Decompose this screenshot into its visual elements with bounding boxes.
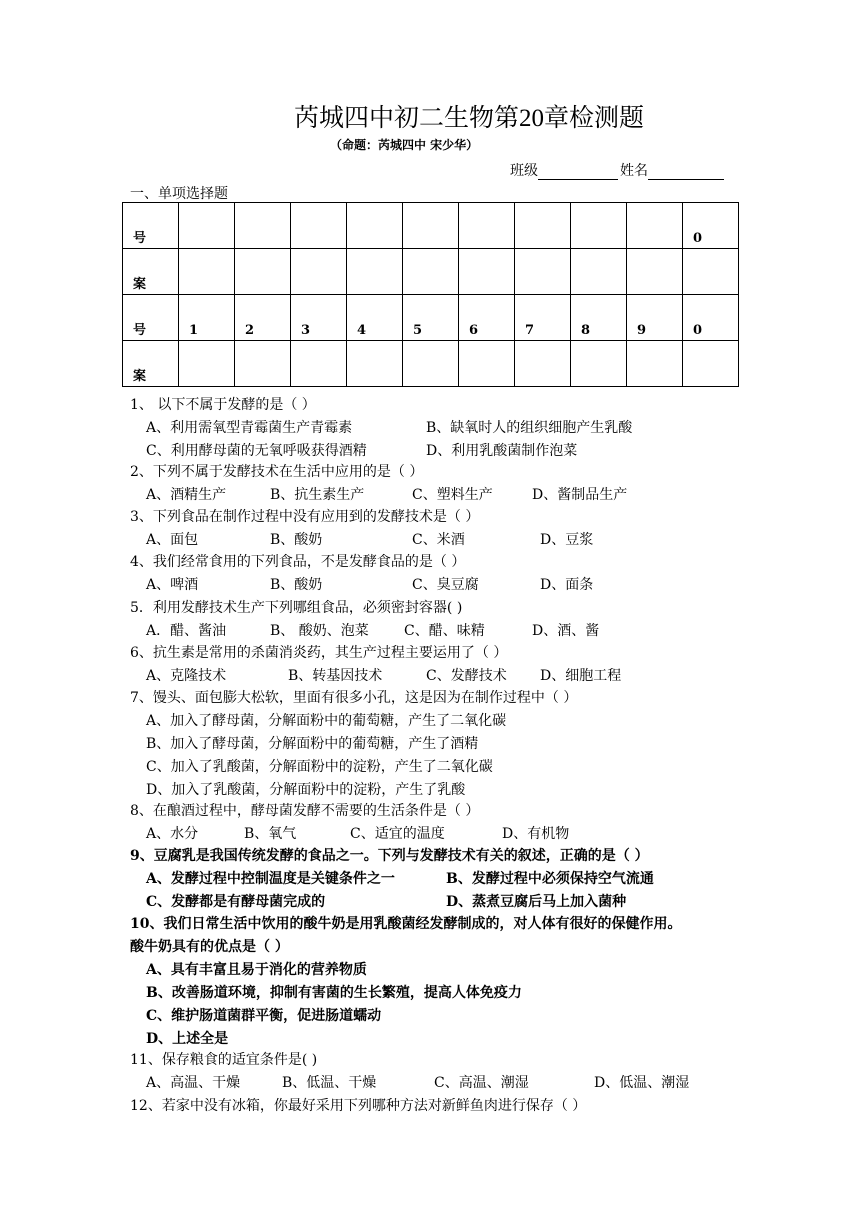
table-cell: 7 — [515, 295, 571, 341]
question-stem: 6、抗生素是常用的杀菌消炎药，其生产过程主要运用了（ ） — [130, 645, 508, 661]
answer-cell[interactable] — [179, 341, 235, 387]
table-cell: 案 — [123, 249, 179, 295]
table-cell: 8 — [571, 295, 627, 341]
table-row — [123, 203, 739, 249]
option-d[interactable]: D、细胞工程 — [540, 668, 622, 684]
option-a[interactable]: A、发酵过程中控制温度是关键条件之一 — [146, 871, 395, 887]
answer-cell[interactable] — [235, 249, 291, 295]
option-b[interactable]: B、缺氧时人的组织细胞产生乳酸 — [426, 420, 633, 436]
option-d[interactable]: D、酒、酱 — [532, 623, 600, 639]
class-blank[interactable] — [538, 165, 618, 180]
table-cell: 0 — [683, 203, 739, 249]
option-a[interactable]: A、面包 — [146, 532, 199, 548]
table-cell — [403, 203, 459, 249]
table-cell: 号 — [123, 203, 179, 249]
table-row — [123, 295, 739, 341]
answer-cell[interactable] — [627, 249, 683, 295]
option-c[interactable]: C、醋、味精 — [404, 623, 485, 639]
option-b[interactable]: B、 酸奶、泡菜 — [270, 623, 369, 639]
option-c[interactable]: C、发酵都是有酵母菌完成的 — [146, 894, 326, 910]
answer-cell[interactable] — [683, 341, 739, 387]
option-b[interactable]: B、加入了酵母菌，分解面粉中的葡萄糖，产生了酒精 — [146, 736, 479, 752]
option-a[interactable]: A、啤酒 — [146, 577, 199, 593]
option-a[interactable]: A、克隆技术 — [146, 668, 227, 684]
option-d[interactable]: D、有机物 — [502, 826, 570, 842]
table-cell — [459, 203, 515, 249]
answer-cell[interactable] — [459, 249, 515, 295]
answer-cell[interactable] — [403, 341, 459, 387]
option-d[interactable]: D、蒸煮豆腐后马上加入菌种 — [446, 894, 627, 910]
option-c[interactable]: C、高温、潮湿 — [434, 1075, 529, 1091]
answer-table — [122, 202, 739, 387]
table-cell: 6 — [459, 295, 515, 341]
table-cell — [515, 203, 571, 249]
option-d[interactable]: D、低温、潮湿 — [594, 1075, 690, 1091]
answer-cell[interactable] — [291, 341, 347, 387]
question-stem: 9、豆腐乳是我国传统发酵的食品之一。下列与发酵技术有关的叙述，正确的是（ ） — [130, 848, 649, 864]
option-b[interactable]: B、改善肠道环境，抑制有害菌的生长繁殖，提高人体免疫力 — [146, 985, 522, 1001]
option-d[interactable]: D、加入了乳酸菌，分解面粉中的淀粉，产生了乳酸 — [146, 782, 466, 798]
option-a[interactable]: A、水分 — [146, 826, 199, 842]
table-cell — [291, 203, 347, 249]
answer-cell[interactable] — [515, 341, 571, 387]
option-d[interactable]: D、上述全是 — [146, 1031, 229, 1047]
option-b[interactable]: B、氧气 — [244, 826, 297, 842]
answer-cell[interactable] — [347, 341, 403, 387]
option-b[interactable]: B、低温、干燥 — [282, 1075, 377, 1091]
answer-cell[interactable] — [571, 249, 627, 295]
class-name-line — [510, 160, 724, 180]
answer-cell[interactable] — [571, 341, 627, 387]
table-row — [123, 341, 739, 387]
answer-cell[interactable] — [179, 249, 235, 295]
option-c[interactable]: C、发酵技术 — [426, 668, 507, 684]
table-cell: 2 — [235, 295, 291, 341]
question-stem: 3、下列食品在制作过程中没有应用到的发酵技术是（ ） — [130, 509, 480, 525]
question-stem: 2、下列不属于发酵技术在生活中应用的是（ ） — [130, 464, 424, 480]
option-c[interactable]: C、米酒 — [412, 532, 465, 548]
question-stem: 5．利用发酵技术生产下列哪组食品，必须密封容器( ) — [130, 600, 463, 616]
table-cell: 1 — [179, 295, 235, 341]
option-a[interactable]: A、利用需氧型青霉菌生产青霉素 — [146, 420, 353, 436]
answer-cell[interactable] — [403, 249, 459, 295]
table-row — [123, 249, 739, 295]
table-cell: 3 — [291, 295, 347, 341]
option-a[interactable]: A、高温、干燥 — [146, 1075, 241, 1091]
table-cell: 0 — [683, 295, 739, 341]
answer-cell[interactable] — [683, 249, 739, 295]
question-stem: 8、在酿酒过程中，酵母菌发酵不需要的生活条件是（ ） — [130, 803, 480, 819]
table-cell: 9 — [627, 295, 683, 341]
option-b[interactable]: B、酸奶 — [270, 577, 323, 593]
option-b[interactable]: B、发酵过程中必须保持空气流通 — [446, 871, 654, 887]
option-d[interactable]: D、豆浆 — [540, 532, 594, 548]
option-c[interactable]: C、适宜的温度 — [350, 826, 445, 842]
option-a[interactable]: A、加入了酵母菌，分解面粉中的葡萄糖，产生了二氧化碳 — [146, 713, 507, 729]
table-cell — [627, 203, 683, 249]
table-cell — [347, 203, 403, 249]
table-cell: 号 — [123, 295, 179, 341]
question-stem: 10、我们日常生活中饮用的酸牛奶是用乳酸菌经发酵制成的，对人体有很好的保健作用。 — [130, 916, 682, 932]
class-label: 班级 — [510, 163, 538, 179]
option-d[interactable]: D、面条 — [540, 577, 594, 593]
option-d[interactable]: D、酱制品生产 — [532, 487, 628, 503]
page-title: 芮城四中初二生物第20章检测题 — [294, 105, 645, 132]
table-cell — [571, 203, 627, 249]
question-stem-continued: 酸牛奶具有的优点是（ ） — [130, 939, 289, 955]
option-c[interactable]: C、利用酵母菌的无氧呼吸获得酒精 — [146, 443, 367, 459]
option-a[interactable]: A、酒精生产 — [146, 487, 227, 503]
answer-cell[interactable] — [515, 249, 571, 295]
answer-cell[interactable] — [235, 341, 291, 387]
option-c[interactable]: C、塑料生产 — [412, 487, 493, 503]
option-b[interactable]: B、抗生素生产 — [270, 487, 365, 503]
name-label: 姓名 — [620, 163, 648, 179]
question-stem: 11、保存粮食的适宜条件是( ) — [130, 1052, 318, 1068]
option-c[interactable]: C、加入了乳酸菌，分解面粉中的淀粉，产生了二氧化碳 — [146, 759, 493, 775]
name-blank[interactable] — [648, 165, 724, 180]
option-c[interactable]: C、维护肠道菌群平衡，促进肠道蠕动 — [146, 1008, 382, 1024]
table-cell: 4 — [347, 295, 403, 341]
option-a[interactable]: A．醋、酱油 — [146, 623, 227, 639]
option-b[interactable]: B、酸奶 — [270, 532, 323, 548]
answer-cell[interactable] — [459, 341, 515, 387]
section-title: 一、单项选择题 — [130, 186, 228, 202]
author-line: （命题：芮城四中 宋少华） — [330, 138, 479, 152]
option-b[interactable]: B、转基因技术 — [288, 668, 383, 684]
table-cell: 案 — [123, 341, 179, 387]
table-cell: 5 — [403, 295, 459, 341]
option-a[interactable]: A、具有丰富且易于消化的营养物质 — [146, 962, 367, 978]
question-stem: 12、若家中没有冰箱，你最好采用下列哪种方法对新鲜鱼肉进行保存（ ） — [130, 1098, 587, 1114]
question-stem: 7、馒头、面包膨大松软，里面有很多小孔，这是因为在制作过程中（ ） — [130, 690, 578, 706]
answer-cell[interactable] — [347, 249, 403, 295]
option-c[interactable]: C、臭豆腐 — [412, 577, 479, 593]
table-cell — [179, 203, 235, 249]
question-stem: 1、 以下不属于发酵的是（ ） — [130, 397, 316, 413]
option-d[interactable]: D、利用乳酸菌制作泡菜 — [426, 443, 578, 459]
question-stem: 4、我们经常食用的下列食品，不是发酵食品的是（ ） — [130, 554, 466, 570]
answer-cell[interactable] — [291, 249, 347, 295]
answer-cell[interactable] — [627, 341, 683, 387]
table-cell — [235, 203, 291, 249]
